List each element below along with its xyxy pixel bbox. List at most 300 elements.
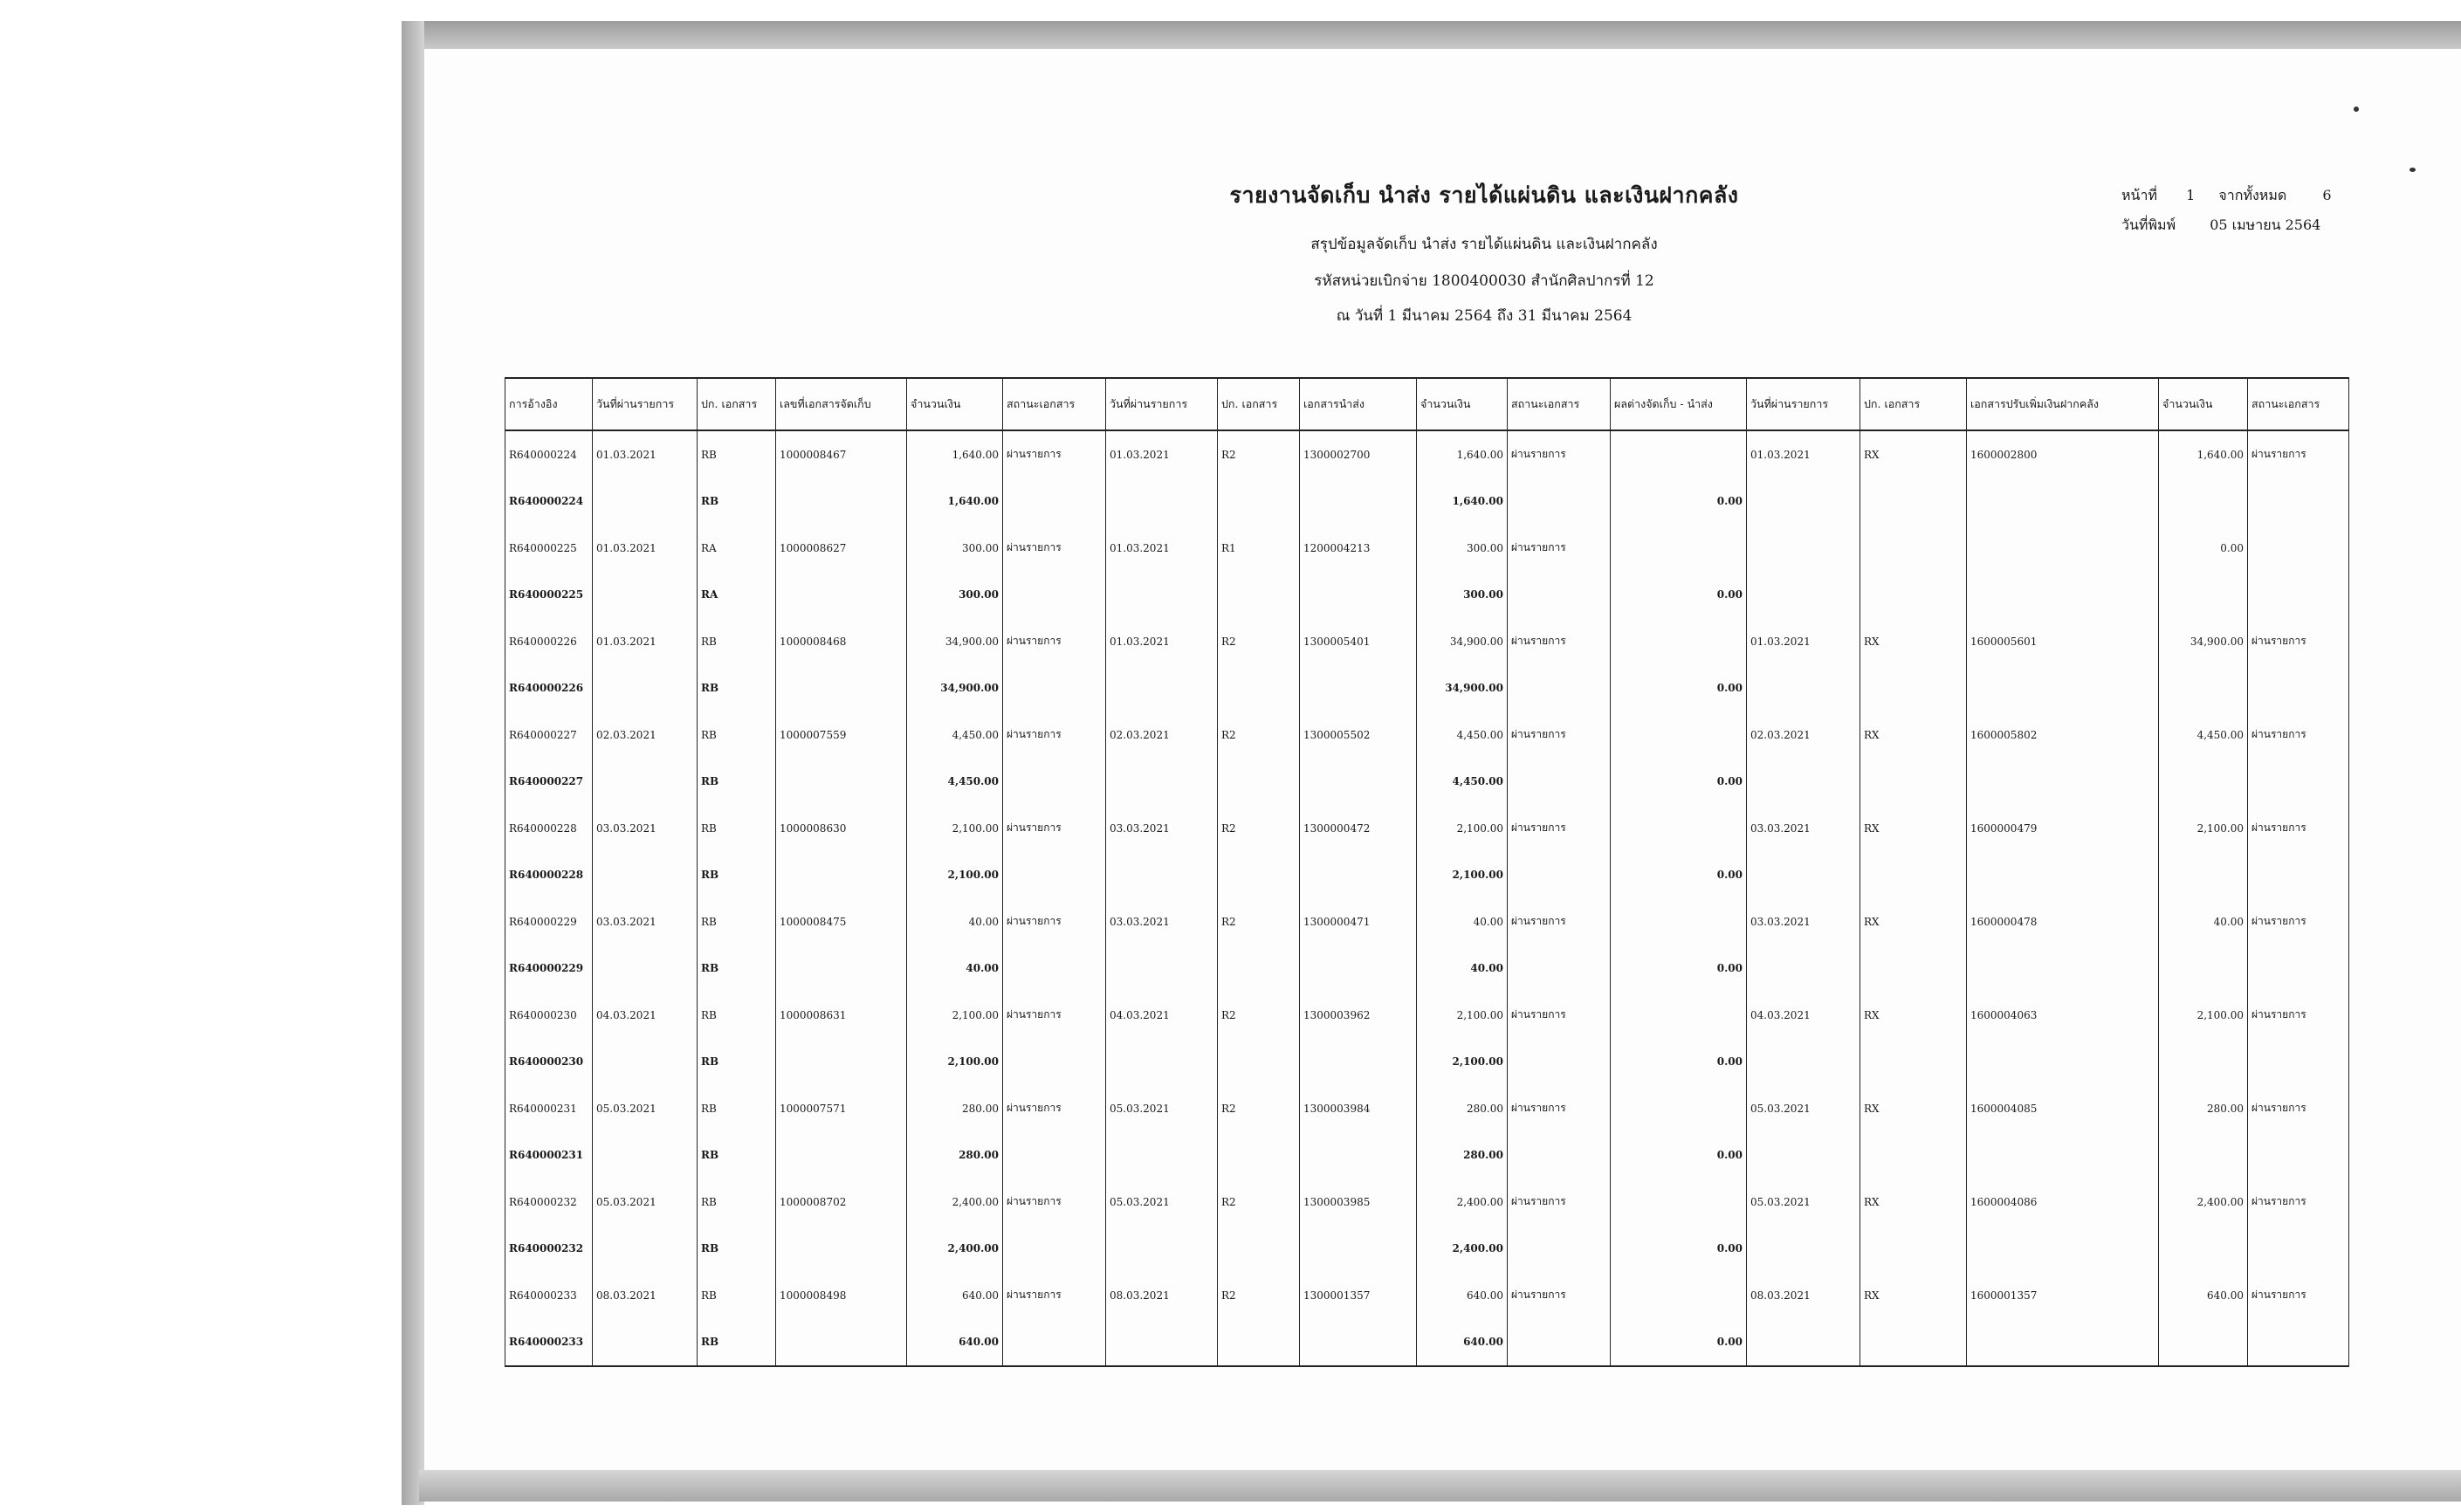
table-row [505, 618, 2349, 665]
table-cell [1106, 1226, 1218, 1273]
table-cell [1106, 759, 1218, 806]
table-cell: 40.00 [907, 945, 1003, 993]
table-cell: 1300003962 [1300, 992, 1417, 1039]
table-cell: 300.00 [1417, 525, 1508, 572]
table-cell [2159, 759, 2248, 806]
table-cell [1967, 665, 2159, 712]
table-cell [776, 945, 907, 993]
table-cell: 05.03.2021 [1747, 1179, 1860, 1226]
table-cell: RX [1860, 1179, 1967, 1226]
report-period: ณ วันที่ 1 มีนาคม 2564 ถึง 31 มีนาคม 2564 [1336, 307, 1633, 325]
column-header: ปก. เอกสาร [1218, 378, 1300, 430]
table-cell: 03.03.2021 [593, 898, 698, 945]
page-number: 1 [2186, 187, 2196, 203]
table-cell: 1000007571 [776, 1085, 907, 1132]
table-cell: R2 [1218, 992, 1300, 1039]
table-cell: R2 [1218, 1179, 1300, 1226]
table-cell [1860, 478, 1967, 526]
table-cell [593, 945, 698, 993]
table-cell: 1300000471 [1300, 898, 1417, 945]
column-header: ผลต่างจัดเก็บ - นำส่ง [1611, 378, 1747, 430]
page-indicator [2121, 185, 2332, 207]
table-cell: R2 [1218, 711, 1300, 759]
print-date: 05 เมษายน 2564 [2210, 216, 2321, 233]
table-cell: 1000008627 [776, 525, 907, 572]
print-date-line [2121, 215, 2320, 237]
table-cell: R2 [1218, 805, 1300, 852]
table-cell: R640000232 [505, 1226, 593, 1273]
table-cell: ผ่านรายการ [2248, 711, 2349, 759]
table-cell [1508, 852, 1611, 899]
table-cell [2159, 945, 2248, 993]
table-cell: 03.03.2021 [1747, 898, 1860, 945]
table-cell: ผ่านรายการ [1003, 430, 1106, 478]
table-cell: 03.03.2021 [1106, 805, 1218, 852]
table-cell [1860, 852, 1967, 899]
table-cell [1106, 1319, 1218, 1367]
table-cell [1860, 1039, 1967, 1086]
table-cell: 04.03.2021 [1106, 992, 1218, 1039]
table-cell [1218, 945, 1300, 993]
table-cell: 01.03.2021 [1106, 525, 1218, 572]
table-cell [1967, 478, 2159, 526]
table-cell: ผ่านรายการ [1508, 1085, 1611, 1132]
table-cell: 2,100.00 [907, 992, 1003, 1039]
table-cell: 2,100.00 [907, 852, 1003, 899]
table-cell [593, 478, 698, 526]
table-cell: RA [698, 572, 776, 619]
table-cell: 640.00 [1417, 1272, 1508, 1319]
table-cell [1300, 1039, 1417, 1086]
subtotal-row [505, 945, 2349, 993]
table-cell: 2,400.00 [1417, 1226, 1508, 1273]
table-cell [1300, 945, 1417, 993]
table-cell [2248, 852, 2349, 899]
table-cell [1967, 525, 2159, 572]
table-cell: RB [698, 665, 776, 712]
table-cell [776, 572, 907, 619]
table-cell [1860, 759, 1967, 806]
subtotal-row [505, 572, 2349, 619]
table-cell: ผ่านรายการ [2248, 898, 2349, 945]
print-date-label: วันที่พิมพ์ [2121, 216, 2176, 233]
table-cell [1300, 665, 1417, 712]
table-cell: 05.03.2021 [593, 1085, 698, 1132]
table-cell [1300, 852, 1417, 899]
table-cell: R640000232 [505, 1179, 593, 1226]
table-cell: 0.00 [1611, 1039, 1747, 1086]
table-cell: ผ่านรายการ [1508, 898, 1611, 945]
table-cell [1747, 945, 1860, 993]
table-cell [1860, 1132, 1967, 1179]
disbursing-unit-line: รหัสหน่วยเบิกจ่าย 1800400030 สำนักศิลปากรที่ 12 [1314, 272, 1654, 290]
table-cell [1611, 992, 1747, 1039]
page-label: หน้าที่ [2121, 187, 2158, 203]
table-row [505, 898, 2349, 945]
table-cell: 1000008702 [776, 1179, 907, 1226]
table-cell [776, 1039, 907, 1086]
table-cell: 03.03.2021 [1106, 898, 1218, 945]
table-cell: RB [698, 1319, 776, 1367]
table-cell: 2,100.00 [1417, 992, 1508, 1039]
table-cell: 1,640.00 [1417, 478, 1508, 526]
table-cell [1300, 1132, 1417, 1179]
table-cell: R640000226 [505, 665, 593, 712]
table-cell: RX [1860, 805, 1967, 852]
table-cell: 1600001357 [1967, 1272, 2159, 1319]
table-cell: 4,450.00 [1417, 759, 1508, 806]
table-cell: 02.03.2021 [1106, 711, 1218, 759]
table-cell: R2 [1218, 618, 1300, 665]
table-cell [1747, 1039, 1860, 1086]
column-header: วันที่ผ่านรายการ [593, 378, 698, 430]
table-cell [1003, 1039, 1106, 1086]
table-cell [1860, 1319, 1967, 1367]
column-header: ปก. เอกสาร [698, 378, 776, 430]
table-cell [2248, 1132, 2349, 1179]
table-row [505, 992, 2349, 1039]
scan-edge-left [402, 21, 424, 1505]
table-cell [1611, 1179, 1747, 1226]
table-cell: ผ่านรายการ [1508, 805, 1611, 852]
table-cell [1747, 665, 1860, 712]
table-cell: 4,450.00 [907, 711, 1003, 759]
subtotal-row [505, 1319, 2349, 1367]
table-cell: RX [1860, 1272, 1967, 1319]
table-cell: RB [698, 1179, 776, 1226]
table-cell [1106, 572, 1218, 619]
table-cell [2159, 478, 2248, 526]
table-cell [2248, 945, 2349, 993]
table-cell [776, 1226, 907, 1273]
table-cell: R640000230 [505, 1039, 593, 1086]
table-cell: 1,640.00 [2159, 430, 2248, 478]
table-row [505, 525, 2349, 572]
table-cell [1860, 1226, 1967, 1273]
table-cell: 0.00 [1611, 1226, 1747, 1273]
column-header: การอ้างอิง [505, 378, 593, 430]
table-cell: 40.00 [1417, 945, 1508, 993]
table-cell [1860, 665, 1967, 712]
table-cell [2248, 1226, 2349, 1273]
table-cell: 640.00 [1417, 1319, 1508, 1367]
table-cell: R640000225 [505, 572, 593, 619]
table-cell [776, 665, 907, 712]
table-cell: R640000231 [505, 1085, 593, 1132]
table-cell: 1000008467 [776, 430, 907, 478]
table-cell [2248, 478, 2349, 526]
table-cell [1747, 525, 1860, 572]
table-cell [1860, 525, 1967, 572]
table-cell [1508, 1039, 1611, 1086]
table-row [505, 1085, 2349, 1132]
table-cell: 0.00 [1611, 665, 1747, 712]
table-cell [1003, 1226, 1106, 1273]
table-cell: RB [698, 618, 776, 665]
table-row [505, 430, 2349, 478]
table-cell [2248, 759, 2349, 806]
table-cell: 34,900.00 [1417, 618, 1508, 665]
table-cell: 03.03.2021 [1747, 805, 1860, 852]
table-cell: ผ่านรายการ [2248, 1085, 2349, 1132]
table-cell: ผ่านรายการ [2248, 1272, 2349, 1319]
table-cell: RB [698, 478, 776, 526]
column-header: สถานะเอกสาร [1003, 378, 1106, 430]
table-cell [593, 1319, 698, 1367]
table-cell [1218, 572, 1300, 619]
table-cell: 1000008631 [776, 992, 907, 1039]
table-cell: RB [698, 1272, 776, 1319]
table-cell: 01.03.2021 [593, 430, 698, 478]
table-cell [1611, 805, 1747, 852]
column-header: เอกสารนำส่ง [1300, 378, 1417, 430]
table-cell: 2,100.00 [1417, 805, 1508, 852]
table-cell [1967, 945, 2159, 993]
scan-edge-top [402, 21, 2461, 49]
table-cell: RB [698, 992, 776, 1039]
table-cell: 4,450.00 [907, 759, 1003, 806]
page-total: 6 [2322, 187, 2332, 203]
table-cell: 4,450.00 [1417, 711, 1508, 759]
table-cell [1747, 759, 1860, 806]
table-cell [1860, 945, 1967, 993]
table-cell: ผ่านรายการ [1003, 898, 1106, 945]
table-cell: 2,100.00 [1417, 852, 1508, 899]
table-cell: ผ่านรายการ [1003, 618, 1106, 665]
table-cell: 1600004085 [1967, 1085, 2159, 1132]
table-cell: R640000228 [505, 805, 593, 852]
subtotal-row [505, 759, 2349, 806]
table-cell: ผ่านรายการ [1508, 1179, 1611, 1226]
table-cell: 01.03.2021 [1106, 430, 1218, 478]
table-cell [1967, 1132, 2159, 1179]
table-cell: 1600000478 [1967, 898, 2159, 945]
table-cell [1218, 665, 1300, 712]
subtotal-row [505, 478, 2349, 526]
table-row [505, 1179, 2349, 1226]
table-cell: 34,900.00 [907, 618, 1003, 665]
table-cell: R2 [1218, 898, 1300, 945]
table-cell [1611, 898, 1747, 945]
column-header: สถานะเอกสาร [2248, 378, 2349, 430]
table-cell: 300.00 [907, 572, 1003, 619]
table-cell [1218, 1319, 1300, 1367]
table-cell: RB [698, 852, 776, 899]
table-cell [1967, 759, 2159, 806]
table-cell: RX [1860, 430, 1967, 478]
table-cell [1003, 1319, 1106, 1367]
table-cell: RB [698, 1039, 776, 1086]
table-cell [1300, 1319, 1417, 1367]
table-cell: RB [698, 1132, 776, 1179]
table-body [505, 430, 2349, 1366]
table-cell [1508, 945, 1611, 993]
table-cell: 40.00 [907, 898, 1003, 945]
table-cell: 2,100.00 [2159, 805, 2248, 852]
table-cell [1106, 665, 1218, 712]
table-cell [1747, 1319, 1860, 1367]
table-cell: ผ่านรายการ [1003, 525, 1106, 572]
table-cell: ผ่านรายการ [1003, 711, 1106, 759]
table-cell: ผ่านรายการ [2248, 992, 2349, 1039]
table-cell [1967, 852, 2159, 899]
table-cell: R640000224 [505, 430, 593, 478]
table-cell: 2,100.00 [2159, 992, 2248, 1039]
scan-speck [2354, 107, 2359, 112]
table-cell [2248, 572, 2349, 619]
table-cell: RX [1860, 618, 1967, 665]
table-cell: R640000228 [505, 852, 593, 899]
table-cell [2248, 1039, 2349, 1086]
table-cell [1218, 1039, 1300, 1086]
table-cell: R640000226 [505, 618, 593, 665]
table-cell [2159, 852, 2248, 899]
table-cell: ผ่านรายการ [2248, 805, 2349, 852]
table-cell [776, 852, 907, 899]
table-cell: 01.03.2021 [1106, 618, 1218, 665]
table-cell [1003, 1132, 1106, 1179]
page-of-label: จากทั้งหมด [2218, 187, 2287, 203]
table-cell [1611, 430, 1747, 478]
table-cell: 1600005601 [1967, 618, 2159, 665]
column-header: วันที่ผ่านรายการ [1106, 378, 1218, 430]
table-cell: R640000233 [505, 1319, 593, 1367]
table-cell [593, 572, 698, 619]
subtotal-row [505, 1226, 2349, 1273]
table-cell: 08.03.2021 [1747, 1272, 1860, 1319]
column-header: ปก. เอกสาร [1860, 378, 1967, 430]
table-cell: 0.00 [1611, 852, 1747, 899]
column-header: เลขที่เอกสารจัดเก็บ [776, 378, 907, 430]
table-cell [1003, 945, 1106, 993]
column-header: จำนวนเงิน [2159, 378, 2248, 430]
subtotal-row [505, 852, 2349, 899]
table-cell [1300, 1226, 1417, 1273]
table-cell: ผ่านรายการ [1003, 1179, 1106, 1226]
table-cell [1508, 1132, 1611, 1179]
table-cell: 1000008498 [776, 1272, 907, 1319]
table-cell: 08.03.2021 [1106, 1272, 1218, 1319]
table-cell [1218, 759, 1300, 806]
table-cell: RB [698, 945, 776, 993]
table-cell: R640000229 [505, 945, 593, 993]
table-cell [1611, 1272, 1747, 1319]
table-cell: 1300005401 [1300, 618, 1417, 665]
table-cell [2248, 1319, 2349, 1367]
table-cell: R2 [1218, 1272, 1300, 1319]
table-cell: 0.00 [1611, 478, 1747, 526]
table-cell [1003, 759, 1106, 806]
table-cell [776, 1319, 907, 1367]
table-cell [776, 1132, 907, 1179]
table-cell [776, 759, 907, 806]
table-cell: 280.00 [907, 1085, 1003, 1132]
table-cell [593, 1039, 698, 1086]
table-cell [1508, 1226, 1611, 1273]
table-cell: ผ่านรายการ [2248, 1179, 2349, 1226]
table-cell [1508, 759, 1611, 806]
table-cell: 1300005502 [1300, 711, 1417, 759]
table-cell [2159, 665, 2248, 712]
table-header-row [505, 378, 2349, 430]
table-cell: RX [1860, 992, 1967, 1039]
table-cell [1218, 852, 1300, 899]
table-cell: 2,400.00 [1417, 1179, 1508, 1226]
table-cell: 2,400.00 [907, 1226, 1003, 1273]
table-cell: 1600002800 [1967, 430, 2159, 478]
table-cell: 1000008630 [776, 805, 907, 852]
table-cell [1508, 665, 1611, 712]
table-cell [1967, 572, 2159, 619]
table-cell: R640000224 [505, 478, 593, 526]
table-cell: 1000008468 [776, 618, 907, 665]
table-cell [1003, 478, 1106, 526]
table-cell [1747, 478, 1860, 526]
report-subtitle: สรุปข้อมูลจัดเก็บ นำส่ง รายได้แผ่นดิน และเงินฝากคลัง [1310, 236, 1658, 253]
table-cell: R2 [1218, 430, 1300, 478]
table-cell: 640.00 [907, 1319, 1003, 1367]
table-cell: RB [698, 1085, 776, 1132]
table-cell: ผ่านรายการ [1003, 1272, 1106, 1319]
table-cell [1611, 525, 1747, 572]
table-cell: R640000230 [505, 992, 593, 1039]
table-cell: RB [698, 759, 776, 806]
table-cell [1508, 478, 1611, 526]
column-header: เอกสารปรับเพิ่มเงินฝากคลัง [1967, 378, 2159, 430]
table-cell: RX [1860, 1085, 1967, 1132]
table-cell: 05.03.2021 [1106, 1179, 1218, 1226]
table-cell: 1300003985 [1300, 1179, 1417, 1226]
table-cell: 01.03.2021 [1747, 430, 1860, 478]
table-cell [593, 759, 698, 806]
table-cell: 4,450.00 [2159, 711, 2248, 759]
table-cell [1747, 572, 1860, 619]
table-cell [1508, 572, 1611, 619]
table-cell [1106, 945, 1218, 993]
table-cell: 04.03.2021 [593, 992, 698, 1039]
table-cell [2159, 1319, 2248, 1367]
table-cell: 1000008475 [776, 898, 907, 945]
table-cell [1747, 852, 1860, 899]
table-cell: 03.03.2021 [593, 805, 698, 852]
scan-speck [2409, 168, 2416, 172]
table-cell: 1600004086 [1967, 1179, 2159, 1226]
table-cell: 640.00 [2159, 1272, 2248, 1319]
table-row [505, 711, 2349, 759]
table-cell [1300, 572, 1417, 619]
table-cell [1611, 618, 1747, 665]
column-header: วันที่ผ่านรายการ [1747, 378, 1860, 430]
table-cell [593, 1132, 698, 1179]
table-cell: ผ่านรายการ [1003, 1085, 1106, 1132]
table-row [505, 1272, 2349, 1319]
table-cell: 2,100.00 [907, 1039, 1003, 1086]
subtotal-row [505, 1039, 2349, 1086]
table-cell: ผ่านรายการ [2248, 618, 2349, 665]
table-row [505, 805, 2349, 852]
table-cell [2248, 525, 2349, 572]
table-cell: 34,900.00 [1417, 665, 1508, 712]
table-cell: 34,900.00 [907, 665, 1003, 712]
table-cell: 1000007559 [776, 711, 907, 759]
subtotal-row [505, 665, 2349, 712]
table-cell: 08.03.2021 [593, 1272, 698, 1319]
table-cell: 0.00 [1611, 1132, 1747, 1179]
table-cell [1003, 572, 1106, 619]
table-cell: ผ่านรายการ [1003, 992, 1106, 1039]
table-cell [1967, 1319, 2159, 1367]
table-cell [1218, 1132, 1300, 1179]
